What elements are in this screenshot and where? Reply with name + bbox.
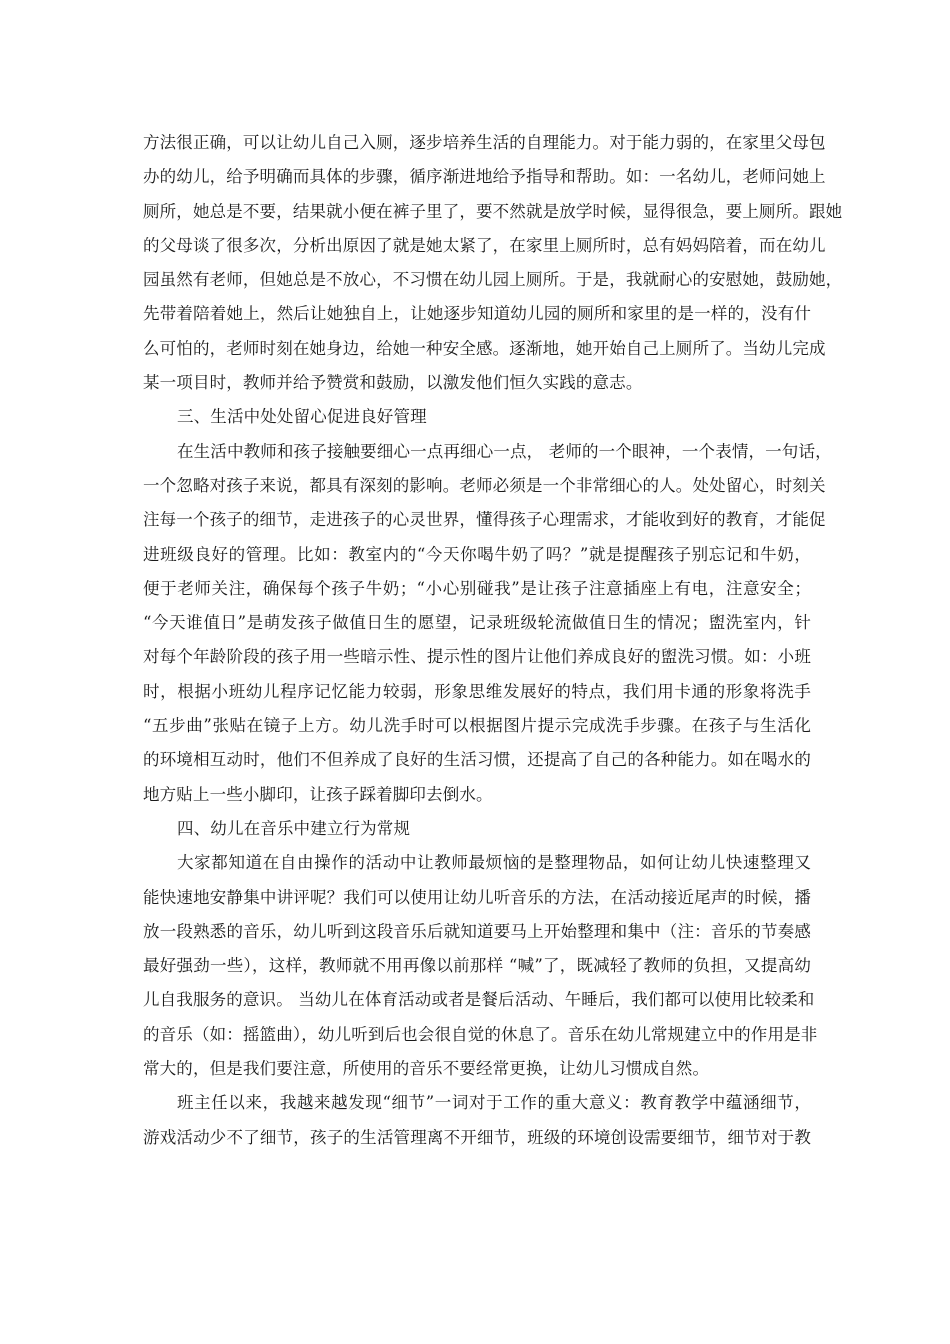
text-line: 的环境相互动时，他们不但养成了良好的生活习惯，还提高了自己的各种能力。如在喝水的 — [143, 750, 811, 770]
text-line: 时，根据小班幼儿程序记忆能力较弱，形象思维发展好的特点，我们用卡通的形象将洗手 — [143, 681, 811, 701]
section-heading: 三、生活中处处留心促进良好管理 — [177, 407, 427, 427]
text-line: 班主任以来，我越来越发现“细节”一词对于工作的重大意义：教育教学中蕴涵细节， — [177, 1093, 811, 1113]
text-line: 放一段熟悉的音乐，幼儿听到这段音乐后就知道要马上开始整理和集中（注：音乐的节奏感 — [143, 921, 811, 941]
text-line: 最好强劲一些），这样，教师就不用再像以前那样 “喊”了，既减轻了教师的负担，又提高幼 — [143, 956, 811, 976]
text-line: 某一项目时，教师并给予赞赏和鼓励，以激发他们恒久实践的意志。 — [143, 373, 643, 393]
text-line: 大家都知道在自由操作的活动中让教师最烦恼的是整理物品，如何让幼儿快速整理又 — [177, 853, 811, 873]
text-line: “今天谁值日”是萌发孩子做值日生的愿望，记录班级轮流做值日生的情况；盥洗室内，针 — [143, 613, 811, 633]
text-line: 厕所，她总是不要，结果就小便在裤子里了，要不然就是放学时候，显得很急，要上厕所。跟她 — [143, 201, 843, 221]
text-line: 的父母谈了很多次，分析出原因了就是她太紧了，在家里上厕所时，总有妈妈陪着，而在幼儿 — [143, 235, 826, 255]
text-line: 园虽然有老师，但她总是不放心，不习惯在幼儿园上厕所。于是，我就耐心的安慰她，鼓励她， — [143, 270, 843, 290]
text-line: 注每一个孩子的细节，走进孩子的心灵世界，懂得孩子心理需求，才能收到好的教育，才能促 — [143, 510, 826, 530]
section-heading: 四、幼儿在音乐中建立行为常规 — [177, 818, 411, 838]
text-line: 儿自我服务的意识。 当幼儿在体育活动或者是餐后活动、午睡后，我们都可以使用比较柔和 — [143, 990, 815, 1010]
text-line: 一个忽略对孩子来说，都具有深刻的影响。老师必须是一个非常细心的人。处处留心，时刻关 — [143, 475, 826, 495]
text-line: 游戏活动少不了细节，孩子的生活管理离不开细节，班级的环境创设需要细节，细节对于教 — [143, 1127, 811, 1147]
text-line: 对每个年龄阶段的孩子用一些暗示性、提示性的图片让他们养成良好的盥洗习惯。如：小班 — [143, 647, 811, 667]
text-line: 办的幼儿，给予明确而具体的步骤，循序渐进地给予指导和帮助。如：一名幼儿，老师问她上 — [143, 167, 826, 187]
text-line: 么可怕的，老师时刻在她身边，给她一种安全感。逐渐地，她开始自己上厕所了。当幼儿完成 — [143, 338, 826, 358]
text-line: 地方贴上一些小脚印，让孩子踩着脚印去倒水。 — [143, 784, 493, 804]
text-line: 在生活中教师和孩子接触要细心一点再细心一点， 老师的一个眼神，一个表情，一句话， — [177, 441, 832, 461]
text-line: 的音乐（如：摇篮曲），幼儿听到后也会很自觉的休息了。音乐在幼儿常规建立中的作用是非 — [143, 1024, 818, 1044]
text-line: 常大的，但是我们要注意，所使用的音乐不要经常更换，让幼儿习惯成自然。 — [143, 1059, 710, 1079]
text-line: “五步曲”张贴在镜子上方。幼儿洗手时可以根据图片提示完成洗手步骤。在孩子与生活化 — [143, 716, 811, 736]
text-line: 便于老师关注，确保每个孩子牛奶；“小心别碰我”是让孩子注意插座上有电，注意安全； — [143, 578, 811, 598]
text-line: 方法很正确，可以让幼儿自己入厕，逐步培养生活的自理能力。对于能力弱的，在家里父母包 — [143, 133, 826, 152]
document-body — [143, 126, 843, 1155]
text-line: 进班级良好的管理。比如：教室内的“今天你喝牛奶了吗？”就是提醒孩子别忘记和牛奶， — [143, 544, 811, 564]
text-line: 先带着陪着她上，然后让她独自上，让她逐步知道幼儿园的厕所和家里的是一样的，没有什 — [143, 304, 811, 324]
text-line: 能快速地安静集中讲评呢？我们可以使用让幼儿听音乐的方法，在活动接近尾声的时候，播 — [143, 887, 811, 907]
